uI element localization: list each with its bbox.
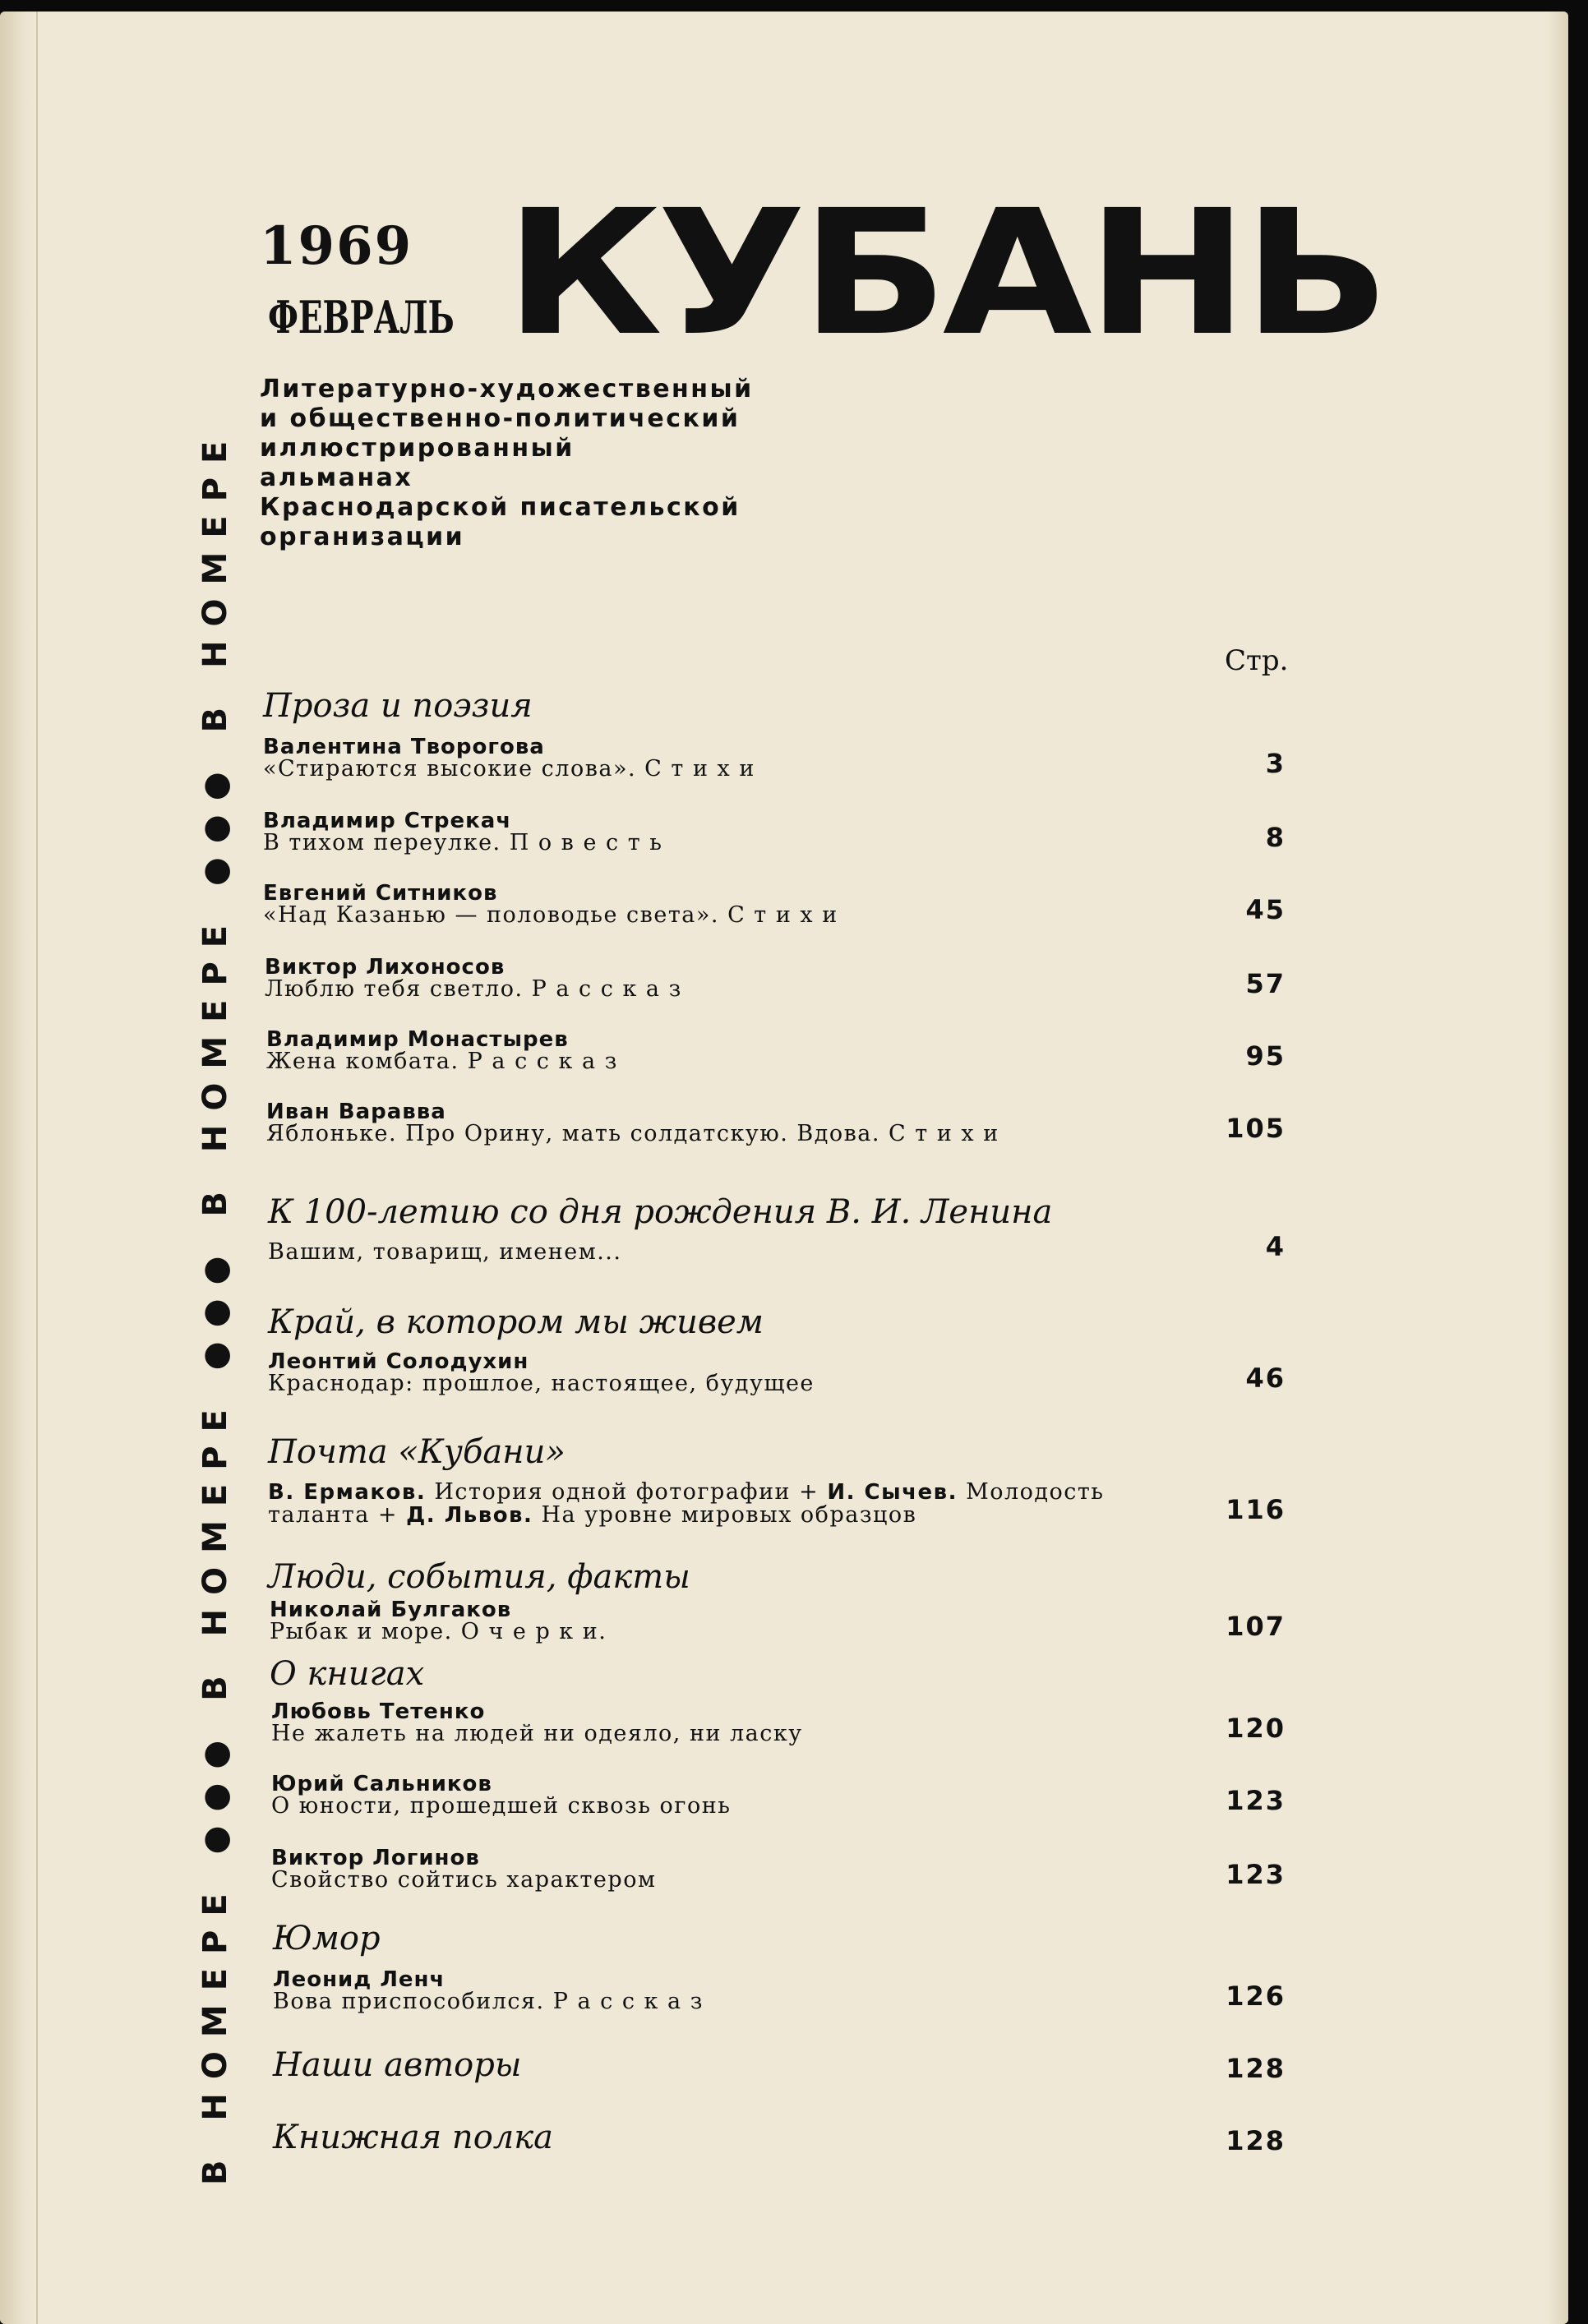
table-of-contents xyxy=(0,12,1568,2324)
subtitle-line: и общественно-политический xyxy=(260,404,741,433)
entry-page: 128 xyxy=(1226,2125,1286,2156)
section-mail: Почта «Кубани» xyxy=(268,1433,565,1471)
mail-title: таланта + xyxy=(268,1502,399,1528)
entry-author: Николай Булгаков xyxy=(270,1598,512,1622)
entry-title: О юности, прошедшей сквозь огонь xyxy=(271,1793,732,1819)
entry-page: 120 xyxy=(1226,1713,1286,1744)
entry-title: Свойство сойтись характером xyxy=(271,1867,657,1893)
entry-author: Леонтий Солодухин xyxy=(268,1349,529,1374)
entry-page: 128 xyxy=(1226,2053,1286,2084)
magazine-page xyxy=(0,12,1568,2324)
subtitle-line: Литературно-художественный xyxy=(260,375,754,403)
page-column-label: Стр. xyxy=(1225,644,1289,677)
subtitle-line: альманах xyxy=(260,463,413,492)
entry-title: «Стираются высокие слова». С т и х и xyxy=(263,756,755,782)
entry-page: 116 xyxy=(1226,1494,1286,1525)
entry-title: Яблоньке. Про Орину, мать солдатскую. Вдова. С т и х и xyxy=(266,1121,999,1146)
entry-author: Виктор Логинов xyxy=(271,1846,480,1870)
entry-title: Вова приспособился. Р а с с к а з xyxy=(273,1989,704,2014)
subtitle-line: организации xyxy=(260,523,465,551)
magazine-logo: КУБАНЬ xyxy=(505,173,1385,374)
mail-author: В. Ермаков. xyxy=(268,1480,427,1505)
entry-title: Рыбак и море. О ч е р к и. xyxy=(270,1619,607,1644)
entry-title: «Над Казанью — половодье света». С т и х и xyxy=(263,902,838,928)
entry-page: 95 xyxy=(1245,1040,1286,1072)
mail-author: И. Сычев. xyxy=(827,1480,958,1505)
entry-page: 4 xyxy=(1265,1231,1286,1262)
section-authors: Наши авторы xyxy=(273,2046,522,2084)
issue-year: 1969 xyxy=(260,215,413,277)
entry-author: Владимир Монастырев xyxy=(266,1027,569,1052)
mail-entry-line1 xyxy=(268,1479,1105,1505)
entry-title: В тихом переулке. П о в е с т ь xyxy=(263,830,663,855)
subtitle-line: иллюстрированный xyxy=(260,434,575,463)
entry-page: 46 xyxy=(1245,1363,1286,1394)
entry-page: 105 xyxy=(1226,1113,1286,1144)
entry-author: Владимир Стрекач xyxy=(263,809,512,833)
section-humor: Юмор xyxy=(273,1920,381,1957)
entry-title: Не жалеть на людей ни одеяло, ни ласку xyxy=(271,1721,803,1746)
entry-page: 123 xyxy=(1226,1859,1286,1890)
section-shelf: Книжная полка xyxy=(273,2119,553,2156)
side-banner: В НОМЕРЕ ●●● В НОМЕРЕ ●●● В НОМЕРЕ ●●● В НОМЕРЕ xyxy=(196,427,234,2185)
entry-page: 57 xyxy=(1245,968,1286,999)
entry-author: Леонид Ленч xyxy=(273,1967,445,1992)
mail-title: На уровне мировых образцов xyxy=(541,1502,917,1528)
section-books: О книгах xyxy=(270,1655,425,1693)
entry-author: Юрий Сальников xyxy=(271,1772,492,1796)
entry-page: 107 xyxy=(1226,1611,1286,1642)
entry-author: Виктор Лихоносов xyxy=(265,955,505,980)
section-people: Люди, события, факты xyxy=(268,1558,690,1596)
mail-title: Молодость xyxy=(966,1479,1105,1505)
entry-author: Любовь Тетенко xyxy=(271,1699,486,1724)
mail-entry-line2 xyxy=(268,1502,916,1528)
mail-title: История одной фотографии + xyxy=(434,1479,819,1505)
entry-title: Краснодар: прошлое, настоящее, будущее xyxy=(268,1371,815,1396)
entry-title: Вашим, товарищ, именем... xyxy=(268,1239,622,1265)
entry-author: Евгений Ситников xyxy=(263,881,498,906)
entry-title: Люблю тебя светло. Р а с с к а з xyxy=(265,976,682,1002)
subtitle-line: Краснодарской писательской xyxy=(260,493,741,522)
section-lenin: К 100-летию со дня рождения В. И. Ленина xyxy=(268,1193,1053,1231)
entry-page: 123 xyxy=(1226,1785,1286,1816)
mail-author: Д. Львов. xyxy=(406,1503,533,1528)
entry-author: Валентина Творогова xyxy=(263,735,545,759)
section-region: Край, в котором мы живем xyxy=(268,1303,764,1341)
entry-page: 8 xyxy=(1265,822,1286,853)
entry-author: Иван Варавва xyxy=(266,1100,446,1124)
entry-page: 45 xyxy=(1245,894,1286,925)
issue-month: ФЕВРАЛЬ xyxy=(268,291,455,344)
section-prose: Проза и поэзия xyxy=(263,687,533,725)
entry-page: 126 xyxy=(1226,1980,1286,2012)
entry-title: Жена комбата. Р а с с к а з xyxy=(266,1049,618,1074)
entry-page: 3 xyxy=(1265,748,1286,779)
